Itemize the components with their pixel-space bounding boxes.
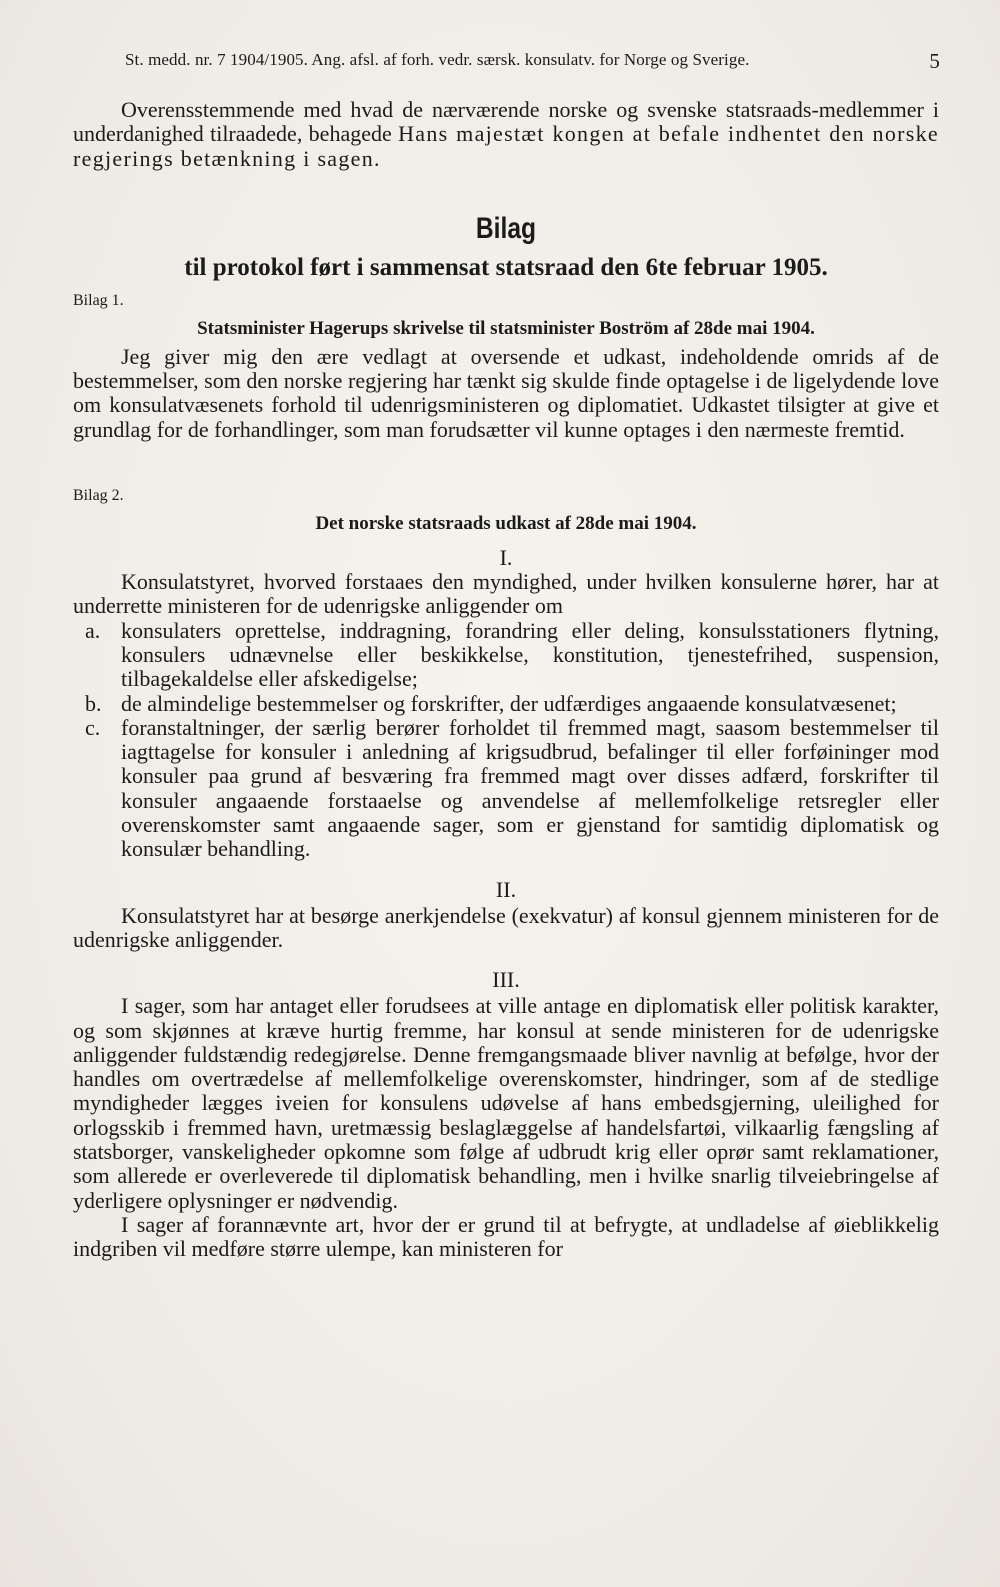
list-item-marker: b.: [85, 690, 102, 716]
list-item-text: de almindelige bestemmelser og forskrifter, der udfærdiges angaaende konsulatvæsenet;: [121, 690, 897, 716]
bilag-subtitle: til protokol ført i sammensat statsraad den 6te februar 1905.: [184, 253, 828, 281]
section2-paragraph: Konsulatstyret har at besørge anerkjendelse (exekvatur) af konsul gjennem ministeren for de udenrigske anliggender.: [73, 902, 939, 952]
running-title: St. medd. nr. 7 1904/1905. Ang. afsl. af forh. vedr. særsk. konsulatv. for Norge og Sverige.: [125, 50, 750, 69]
page-number: 5: [929, 49, 940, 73]
section1-intro: Konsulatstyret, hvorved forstaaes den myndighed, under hvilken konsulerne hører, har at underrette ministeren for de udenrigske anliggender om: [73, 569, 939, 619]
list-item: [73, 619, 939, 692]
intro-spaced-text: Hans majestæt kongen at befale indhentet den norske regjerings betænkning i sagen.: [73, 121, 939, 171]
list-item: [73, 692, 939, 716]
running-header: [125, 49, 940, 73]
list-item-text: foranstaltninger, der særlig berører forholdet til fremmed magt, saasom bestemmelser til iagttagelse for konsuler i anledning af krigsudbrud, befalinger til eller forføininger mod konsuler paa grund af besværing fra fremmed magt over disses adfærd, forskrifter til konsuler angaaende forstaaelse og anvendelse af mellemfolkelige retsregler eller overenskomster samt angaaende sager, som er gjenstand for samtidig diplomatisk og konsulær behandling.: [121, 714, 939, 862]
intro-paragraph: [73, 98, 939, 171]
document-body: [73, 98, 939, 1262]
bilag2-label: Bilag 2.: [73, 487, 124, 505]
section-numeral-3: III.: [492, 967, 520, 993]
bilag1-heading: Statsminister Hagerups skrivelse til statsminister Boström af 28de mai 1904.: [197, 317, 815, 339]
bilag1-label: Bilag 1.: [73, 291, 124, 309]
list-item-text: konsulaters oprettelse, inddragning, forandring eller deling, konsulsstationers flytning, konsulers udnævnelse eller beskikkelse, konstitution, tjenestefrihed, suspension, tilbagekaldelse eller afskedigelse;: [121, 617, 939, 692]
section-numeral-1: I.: [499, 545, 513, 571]
list-item-marker: c.: [85, 714, 101, 740]
bilag2-heading: Det norske statsraads udkast af 28de mai 1904.: [315, 513, 697, 535]
section-numeral-2: II.: [495, 876, 517, 902]
section3-paragraph-2: I sager af forannævnte art, hvor der er grund til at befrygte, at undladelse af øieblikkelig indgriben vil medføre større ulempe, kan ministeren for: [73, 1211, 939, 1262]
bilag1-paragraph: Jeg giver mig den ære vedlagt at oversende et udkast, indeholdende omrids af de bestemmelser, som den norske regjering har tænkt sig skulde finde optagelse i de ligelydende love om konsulatvæsenets forhold til udenrigsministeren og diplomatiet. Udkastet tilsigter at give et grundlag for de forhandlinger, som man forudsætter vil kunne optages i den nærmeste fremtid.: [73, 343, 939, 442]
list-item: [73, 716, 939, 862]
list-item-marker: a.: [85, 617, 101, 643]
intro-text: Overensstemmende med hvad de nærværende norske og svenske statsraads-medlemmer i underdanighed tilraadede, behagede: [73, 97, 939, 147]
bilag-title: Bilag: [475, 211, 537, 245]
section3-paragraph-1: I sager, som har antaget eller forudsees at ville antage en diplomatisk eller politisk karakter, og som skjønnes at kræve hurtig fremme, har konsul at sende ministeren for de udenrigske anliggender fuldstændig redegjørelse. Denne fremgangsmaade bliver navnlig at befølge, hvor der handles om overtrædelse af mellemfolkelige overenskomster, hindringer, som af de stedlige myndigheder lægges iveien for konsulens udøvelse af hans embedsgjerning, uleilighed for orlogsskib i fremmed havn, uretmæssig beslaglæggelse af handelsfartøi, vilkaarlig fængsling af statsborger, vanskeligheder opkomne som følge af udbrudt krig eller oprør samt reklamationer, som allerede er overleverede til diplomatisk behandling, men i hvilke snarlig tilveiebringelse af yderligere oplysninger er nødvendig.: [73, 993, 939, 1213]
section1-list: [73, 619, 939, 862]
